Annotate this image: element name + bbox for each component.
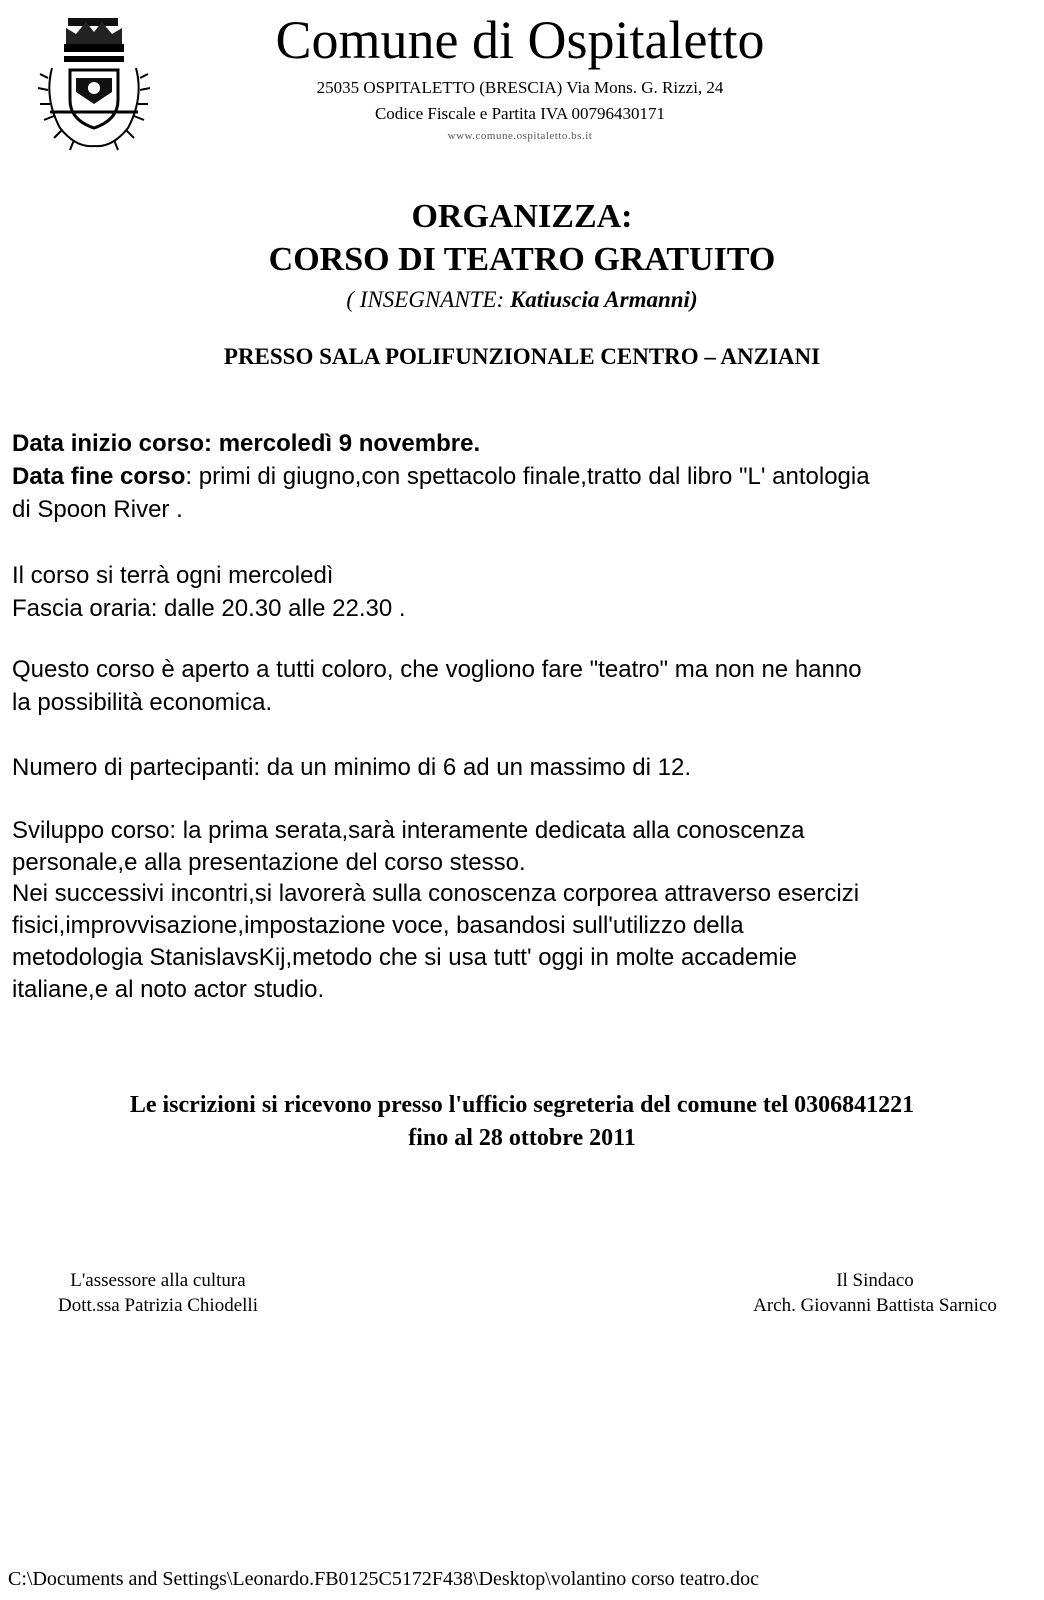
sindaco-role: Il Sindaco — [836, 1270, 914, 1291]
time-slot: Fascia oraria: dalle 20.30 alle 22.30 . — [12, 595, 406, 622]
start-date: Data inizio corso: mercoledì 9 novembre. — [12, 430, 481, 457]
teacher-line — [0, 285, 1044, 315]
municipality-title: Comune di Ospitaletto — [275, 10, 765, 70]
teacher-prefix: ( INSEGNANTE: — [346, 287, 510, 312]
assessore-name: Dott.ssa Patrizia Chiodelli — [57, 1295, 258, 1316]
sindaco-name: Arch. Giovanni Battista Sarnico — [753, 1295, 997, 1316]
end-date-label: Data fine corso — [12, 463, 186, 490]
address-line: 25035 OSPITALETTO (BRESCIA) Via Mons. G. Rizzi, 24 — [316, 78, 724, 97]
weekly-schedule: Il corso si terrà ogni mercoledì — [12, 562, 334, 589]
end-date-text: : primi di giugno,con spettacolo finale,tratto dal libro "L' antologia — [185, 463, 870, 490]
course-title: CORSO DI TEATRO GRATUITO — [268, 241, 776, 278]
organizza-heading: ORGANIZZA: — [411, 198, 633, 235]
website-link[interactable]: www.comune.ospitaletto.bs.it — [447, 130, 593, 142]
end-date-line-2: di Spoon River . — [12, 496, 183, 523]
signature-assessore — [28, 1268, 288, 1318]
development-line-3: Nei successivi incontri,si lavorerà sulla conoscenza corporea attraverso esercizi — [12, 880, 860, 907]
participants-line: Numero di partecipanti: da un minimo di 6 ad un massimo di 12. — [12, 754, 692, 781]
fiscal-code-line: Codice Fiscale e Partita IVA 00796430171 — [374, 104, 666, 123]
open-to-line-1: Questo corso è aperto a tutti coloro, che vogliono fare "teatro" ma non ne hanno — [12, 656, 862, 683]
development-line-2: personale,e alla presentazione del corso stesso. — [12, 849, 526, 876]
development-line-1: Sviluppo corso: la prima serata,sarà interamente dedicata alla conoscenza — [12, 817, 805, 844]
development-line-5: metodologia StanislavsKij,metodo che si usa tutt' oggi in molte accademie — [12, 944, 798, 971]
teacher-name: Katiuscia Armanni) — [509, 287, 698, 312]
signature-sindaco — [720, 1268, 1030, 1318]
enrollment-line-1: Le iscrizioni si ricevono presso l'ufficio segreteria del comune tel 0306841221 — [129, 1092, 915, 1118]
document-file-path: C:\Documents and Settings\Leonardo.FB0125C5172F438\Desktop\volantino corso teatro.doc — [8, 1568, 760, 1590]
end-date-line — [12, 461, 1032, 493]
coat-of-arms-icon — [30, 8, 160, 158]
open-to-line-2: la possibilità economica. — [12, 689, 273, 716]
assessore-role: L'assessore alla cultura — [70, 1270, 246, 1291]
venue-line: PRESSO SALA POLIFUNZIONALE CENTRO – ANZIANI — [223, 344, 821, 369]
development-line-4: fisici,improvvisazione,impostazione voce, basandosi sull'utilizzo della — [12, 912, 744, 939]
development-line-6: italiane,e al noto actor studio. — [12, 976, 325, 1003]
enrollment-line-2: fino al 28 ottobre 2011 — [408, 1125, 636, 1151]
